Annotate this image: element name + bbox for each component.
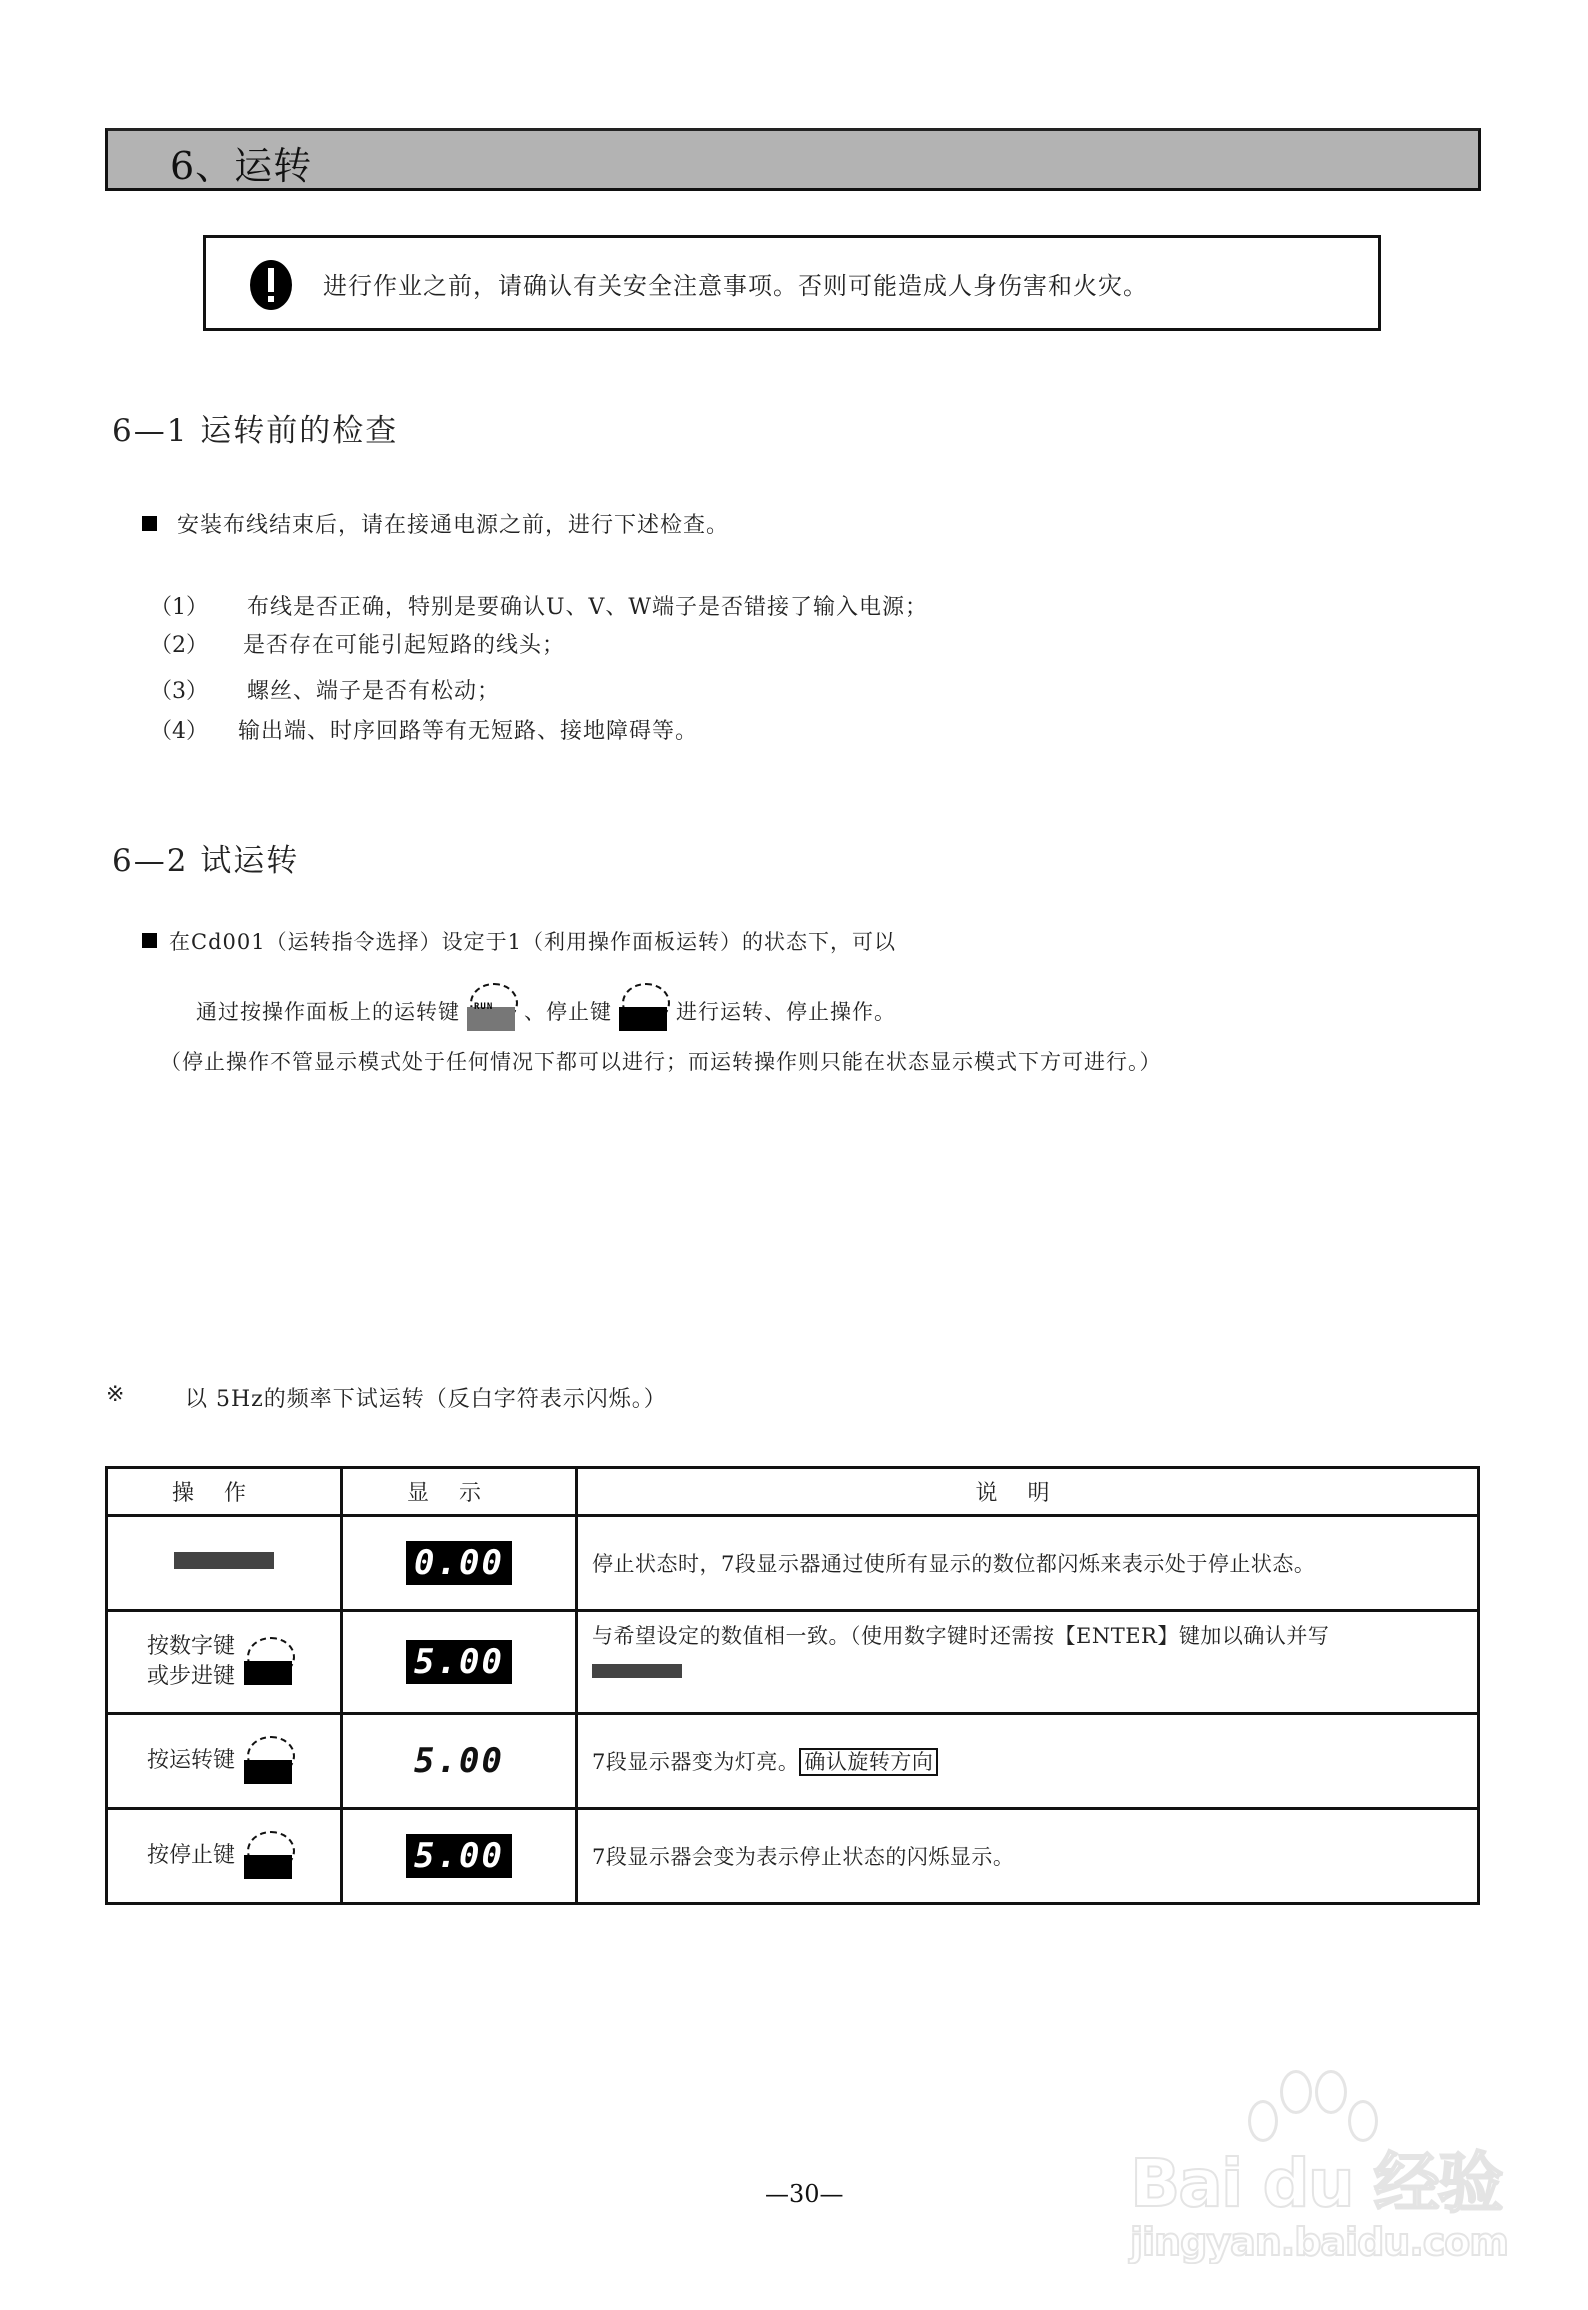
list-label: （3） [150, 679, 208, 704]
operation-label: 按停止键 [146, 1843, 235, 1868]
test-run-note: 以 5Hz的频率下试运转（反白字符表示闪烁。） [185, 1387, 667, 1412]
table-row [107, 1516, 1479, 1611]
description-text: 7段显示器变为灯亮。 [592, 1750, 800, 1774]
line1-text: 在Cd001（运转指令选择）设定于1（利用操作面板运转）的状态下，可以 [169, 930, 896, 954]
stop-key-icon [616, 983, 672, 1033]
header-description: 说明 [577, 1468, 1479, 1516]
paw-toe-icon [1280, 2070, 1312, 2114]
page-title: 6、运转 [170, 144, 313, 188]
watermark-url: jingyan.baidu.com [1130, 2220, 1508, 2264]
step-key-icon [241, 1637, 297, 1687]
operation-line1: 按数字键 [146, 1634, 235, 1659]
exclamation-circle-icon [250, 260, 292, 310]
square-bullet-icon [142, 933, 157, 948]
section-2-line1 [142, 926, 896, 956]
section-2-line2 [196, 983, 896, 1033]
section-heading-6-1: 6—1 运转前的检查 [112, 413, 399, 449]
operation-line2: 或步进键 [146, 1664, 235, 1689]
run-key-icon [241, 1736, 297, 1786]
section-title-bar [105, 128, 1481, 191]
square-bullet-icon [142, 516, 157, 531]
test-run-table [105, 1466, 1480, 1905]
safety-warning-box [203, 235, 1381, 331]
display-cell [342, 1516, 577, 1611]
display-cell [342, 1714, 577, 1809]
description-cell: 7段显示器会变为表示停止状态的闪烁显示。 [577, 1809, 1479, 1904]
warning-text: 进行作业之前，请确认有关安全注意事项。否则可能造成人身伤害和火灾。 [323, 272, 1148, 300]
redacted-block [592, 1664, 682, 1678]
line2-text-a: 通过按操作面板上的运转键 [196, 1000, 460, 1024]
list-item: 输出端、时序回路等有无短路、接地障碍等。 [238, 719, 699, 744]
list-label: （1） [150, 595, 208, 620]
description-cell [577, 1714, 1479, 1809]
seven-segment-display: 5.00 [406, 1834, 512, 1878]
display-cell [342, 1809, 577, 1904]
table-row [107, 1611, 1479, 1714]
section-1-intro [142, 508, 729, 539]
line2-text-b: 、停止键 [524, 1000, 612, 1024]
table-row [107, 1809, 1479, 1904]
seven-segment-display: 5.00 [406, 1640, 512, 1684]
redacted-block [174, 1552, 274, 1569]
table-row [107, 1714, 1479, 1809]
table-header-row [107, 1468, 1479, 1516]
seven-segment-display: 5.00 [414, 1741, 504, 1781]
list-item: 是否存在可能引起短路的线头； [243, 633, 566, 658]
header-operation: 操作 [107, 1468, 342, 1516]
run-key-icon: RUN [464, 983, 520, 1033]
list-label: （4） [150, 719, 208, 744]
seven-segment-display: 0.00 [406, 1541, 512, 1585]
boxed-note: 确认旋转方向 [799, 1748, 938, 1776]
stop-key-icon [241, 1831, 297, 1881]
operation-cell [107, 1714, 342, 1809]
display-cell [342, 1611, 577, 1714]
section-2-note: （停止操作不管显示模式处于任何情况下都可以进行；而运转操作则只能在状态显示模式下方可进行。） [160, 1050, 1162, 1074]
description-cell [577, 1611, 1479, 1714]
section-heading-6-2: 6—2 试运转 [112, 843, 300, 879]
header-display: 显示 [342, 1468, 577, 1516]
page-number: —30— [765, 2180, 844, 2208]
paw-toe-icon [1315, 2070, 1347, 2114]
watermark-brand: Bai du 经验 [1130, 2145, 1502, 2222]
list-label: （2） [150, 633, 208, 658]
reference-mark: ※ [106, 1382, 126, 1407]
intro-text: 安装布线结束后，请在接通电源之前，进行下述检查。 [177, 513, 730, 538]
list-item: 螺丝、端子是否有松动； [247, 679, 501, 704]
operation-cell [107, 1611, 342, 1714]
line2-text-c: 进行运转、停止操作。 [676, 1000, 896, 1024]
list-item: 布线是否正确，特别是要确认U、V、W端子是否错接了输入电源； [247, 595, 929, 620]
operation-cell [107, 1516, 342, 1611]
description-cell: 停止状态时，7段显示器通过使所有显示的数位都闪烁来表示处于停止状态。 [577, 1516, 1479, 1611]
description-text: 与希望设定的数值相一致。（使用数字键时还需按【ENTER】键加以确认并写 [592, 1624, 1330, 1648]
operation-cell [107, 1809, 342, 1904]
baidu-watermark [1130, 2070, 1510, 2310]
operation-label: 按运转键 [146, 1748, 235, 1773]
